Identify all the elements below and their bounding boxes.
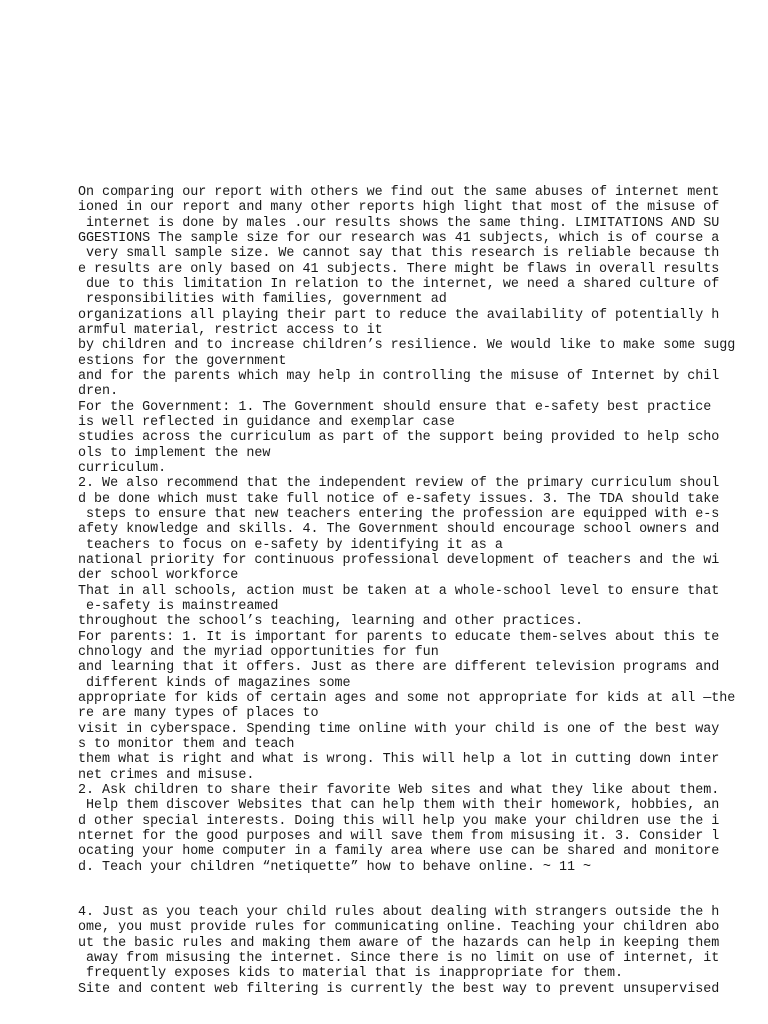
text-line: appropriate for kids of certain ages and some not appropriate for kids at all —the (78, 690, 736, 706)
text-line: different kinds of magazines some (78, 675, 351, 691)
text-line: visit in cyberspace. Spending time online with your child is one of the best way (78, 721, 720, 737)
text-line: 2. We also recommend that the independent review of the primary curriculum shoul (78, 476, 720, 492)
text-line: Help them discover Websites that can help them with their homework, hobbies, an (78, 798, 720, 814)
text-line: curriculum. (78, 460, 167, 476)
text-line: For the Government: 1. The Government should ensure that e-safety best practice (78, 399, 712, 415)
text-line: frequently exposes kids to material that is inappropriate for them. (78, 966, 624, 982)
text-line: throughout the school’s teaching, learning and other practices. (78, 614, 583, 630)
text-line: 2. Ask children to share their favorite Web sites and what they like about them. (78, 782, 720, 798)
text-line: very small sample size. We cannot say that this research is reliable because th (78, 246, 720, 262)
text-line: and learning that it offers. Just as there are different television programs and (78, 660, 720, 676)
text-line: re are many types of places to (78, 706, 319, 722)
text-line: dren. (78, 384, 119, 400)
text-line: Site and content web filtering is currently the best way to prevent unsupervised (78, 981, 720, 997)
text-line: On comparing our report with others we find out the same abuses of internet ment (78, 185, 720, 200)
text-line: steps to ensure that new teachers entering the profession are equipped with e-s (78, 506, 720, 522)
text-line: net crimes and misuse. (78, 767, 255, 783)
text-line: organizations all playing their part to reduce the availability of potentially h (78, 307, 720, 323)
text-line: ut the basic rules and making them aware of the hazards can help in keeping them (78, 935, 720, 951)
text-line: d other special interests. Doing this will help you make your children use the i (78, 813, 720, 829)
text-line: chnology and the myriad opportunities for fun (78, 644, 439, 660)
text-line: d be done which must take full notice of e-safety issues. 3. The TDA should take (78, 491, 720, 507)
text-line: studies across the curriculum as part of the support being provided to help scho (78, 430, 720, 446)
text-line: That in all schools, action must be taken at a whole-school level to ensure that (78, 583, 720, 599)
text-line: by children and to increase children’s resilience. We would like to make some sugg (78, 338, 736, 354)
text-line: away from misusing the internet. Since there is no limit on use of internet, it (78, 950, 720, 966)
text-line: responsibilities with families, government ad (78, 292, 447, 308)
text-line: is well reflected in guidance and exemplar case (78, 414, 455, 430)
text-line: nternet for the good purposes and will save them from misusing it. 3. Consider l (78, 828, 720, 844)
text-line: ioned in our report and many other reports high light that most of the misuse of (78, 200, 720, 216)
text-line: ome, you must provide rules for communicating online. Teaching your children abo (78, 920, 720, 936)
text-line: der school workforce (78, 568, 239, 584)
text-line: teachers to focus on e-safety by identifying it as a (78, 537, 503, 553)
text-line: afety knowledge and skills. 4. The Government should encourage school owners and (78, 522, 720, 538)
text-line: ols to implement the new (78, 445, 271, 461)
text-line: armful material, restrict access to it (78, 322, 383, 338)
text-line: due to this limitation In relation to the internet, we need a shared culture of (78, 276, 720, 292)
text-line: national priority for continuous professional development of teachers and the wi (78, 552, 720, 568)
text-line: GGESTIONS The sample size for our research was 41 subjects, which is of course a (78, 230, 720, 246)
text-line: e-safety is mainstreamed (78, 598, 279, 614)
text-line: 4. Just as you teach your child rules about dealing with strangers outside the h (78, 905, 720, 920)
text-line: For parents: 1. It is important for parents to educate them-selves about this te (78, 629, 720, 645)
text-line: d. Teach your children “netiquette” how to behave online. ~ 11 ~ (78, 859, 592, 875)
text-line: e results are only based on 41 subjects. There might be flaws in overall results (78, 261, 720, 277)
text-line: ocating your home computer in a family area where use can be shared and monitore (78, 844, 720, 860)
text-line: s to monitor them and teach (78, 736, 295, 752)
text-line: internet is done by males .our results shows the same thing. LIMITATIONS AND SU (78, 215, 720, 231)
text-line: estions for the government (78, 353, 287, 369)
text-line: and for the parents which may help in controlling the misuse of Internet by chil (78, 368, 720, 384)
text-line: them what is right and what is wrong. This will help a lot in cutting down inter (78, 752, 720, 768)
